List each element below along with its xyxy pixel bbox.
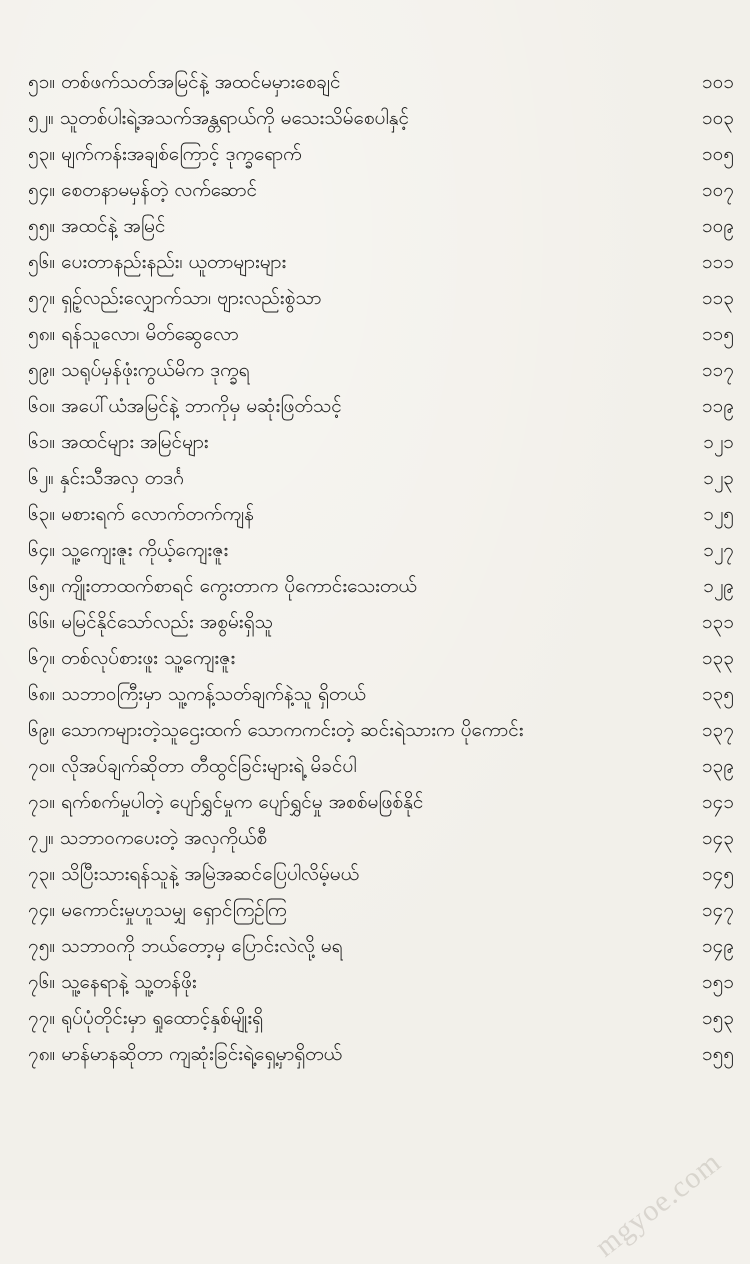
toc-entry-page-number: ၁၁၁	[701, 251, 734, 273]
toc-entry-page-number: ၁၀၉	[701, 215, 734, 237]
toc-entry-page-number: ၁၅၁	[701, 971, 734, 993]
toc-entry	[28, 210, 734, 246]
toc-entry-title: ၇၀။ လိုအပ်ချက်ဆိုတာ တီထွင်ခြင်းများရဲ့ မိခင်ပါ	[28, 755, 357, 777]
toc-entry-page-number: ၁၀၅	[701, 143, 734, 165]
toc-entry-title: ၆၄။ သူ့ကျေးဇူး ကိုယ့်ကျေးဇူး	[28, 539, 229, 561]
toc-entry-title: ၅၂။ သူတစ်ပါးရဲ့အသက်အန္တရာယ်ကို မသေးသိမ်စေပါနှင့်	[28, 107, 410, 129]
toc-entry-title: ၆၂။ နှင်းသီအလှ တဒင်္ဂ	[28, 467, 184, 489]
toc-entry	[28, 498, 734, 534]
toc-entry-title: ၇၇။ ရုပ်ပုံတိုင်းမှာ ရှုထောင့်နှစ်မျိုးရှိ	[28, 1007, 264, 1029]
toc-entry	[28, 174, 734, 210]
toc-entry	[28, 462, 734, 498]
toc-entry	[28, 678, 734, 714]
toc-entry	[28, 318, 734, 354]
toc-entry	[28, 822, 734, 858]
toc-entry-page-number: ၁၁၃	[701, 287, 734, 309]
toc-entry	[28, 750, 734, 786]
toc-entry-page-number: ၁၁၅	[701, 323, 734, 345]
toc-entry	[28, 102, 734, 138]
toc-entry-title: ၆၆။ မမြင်နိုင်သော်လည်း အစွမ်းရှိသူ	[28, 611, 273, 633]
toc-entry-title: ၅၉။ သရုပ်မှန်ဖုံးကွယ်မိက ဒုက္ခရ	[28, 359, 250, 381]
toc-entry	[28, 606, 734, 642]
toc-entry	[28, 930, 734, 966]
toc-entry-title: ၇၅။ သဘာဝကို ဘယ်တော့မှ ပြောင်းလဲလို့ မရ	[28, 935, 343, 957]
toc-entry	[28, 858, 734, 894]
toc-entry-page-number: ၁၅၅	[701, 1043, 734, 1065]
watermark: mgyoe.com	[589, 1145, 728, 1264]
toc-entry-title: ၇၄။ မကောင်းမှုဟူသမျှ ရှောင်ကြဉ်ကြ	[28, 899, 287, 921]
toc-entry	[28, 570, 734, 606]
toc-entry	[28, 66, 734, 102]
toc-entry	[28, 1002, 734, 1038]
toc-entry-page-number: ၁၃၃	[701, 647, 734, 669]
toc-entry-page-number: ၁၄၉	[701, 935, 734, 957]
toc-entry-page-number: ၁၄၁	[701, 791, 734, 813]
toc-entry	[28, 1038, 734, 1074]
toc-entry-title: ၆၈။ သဘာဝကြီးမှာ သူ့ကန့်သတ်ချက်နဲ့သူ ရှိတယ်	[28, 683, 366, 705]
toc-entry-page-number: ၁၄၅	[701, 863, 734, 885]
toc-entry-page-number: ၁၂၅	[703, 503, 734, 525]
toc-entry-title: ၆၀။ အပေါ်ယံအမြင်နဲ့ ဘာကိုမှ မဆုံးဖြတ်သင့်	[28, 395, 342, 417]
toc-entry-page-number: ၁၂၃	[703, 467, 734, 489]
toc-entry-page-number: ၁၂၇	[703, 539, 734, 561]
toc-entry-title: ၅၄။ စေတနာမမှန်တဲ့ လက်ဆောင်	[28, 179, 258, 201]
toc-entry-title: ၇၃။ သိပြီးသားရန်သူနဲ့ အမြဲအဆင်ပြေပါလိမ့်မယ်	[28, 863, 360, 885]
toc-entry-title: ၆၁။ အထင်များ အမြင်များ	[28, 431, 209, 453]
toc-entry	[28, 894, 734, 930]
toc-entry-page-number: ၁၁၉	[701, 395, 734, 417]
toc-entry-page-number: ၁၁၇	[701, 359, 734, 381]
toc-entry-title: ၅၅။ အထင်နဲ့ အမြင်	[28, 215, 166, 237]
toc-entry-page-number: ၁၀၁	[701, 71, 734, 93]
toc-entry-page-number: ၁၂၉	[703, 575, 734, 597]
toc-entry-title: ၅၆။ ပေးတာနည်းနည်း၊ ယူတာများများ	[28, 251, 287, 273]
toc-entry-page-number: ၁၃၅	[701, 683, 734, 705]
toc-entry-title: ၇၈။ မာန်မာနဆိုတာ ကျဆုံးခြင်းရဲ့ရှေ့မှာရှိတယ်	[28, 1043, 343, 1065]
toc-entry	[28, 426, 734, 462]
toc-entry	[28, 354, 734, 390]
toc-entry-page-number: ၁၃၁	[701, 611, 734, 633]
toc-entry-title: ၅၈။ ရန်သူလော၊ မိတ်ဆွေလော	[28, 323, 239, 345]
toc-entry-title: ၆၅။ ကျိုးတာထက်စာရင် ကွေးတာက ပိုကောင်းသေးတယ်	[28, 575, 417, 597]
toc-entry-page-number: ၁၀၃	[701, 107, 734, 129]
toc-entry	[28, 138, 734, 174]
toc-entry-title: ၆၉။ သောကများတဲ့သူဌေးထက် သောကကင်းတဲ့ ဆင်းရဲသားက ပိုကောင်း	[28, 719, 524, 741]
toc-entry	[28, 534, 734, 570]
toc-entry-page-number: ၁၃၉	[701, 755, 734, 777]
toc-entry-title: ၇၂။ သဘာဝကပေးတဲ့ အလှကိုယ်စီ	[28, 827, 268, 849]
toc-entry-page-number: ၁၃၇	[701, 719, 734, 741]
toc-entry-page-number: ၁၂၁	[703, 431, 734, 453]
toc-entry-title: ၆၇။ တစ်လုပ်စားဖူး သူ့ကျေးဇူး	[28, 647, 236, 669]
toc-entry-title: ၅၃။ မျက်ကန်းအချစ်ကြောင့် ဒုက္ခရောက်	[28, 143, 302, 165]
toc-entry	[28, 642, 734, 678]
toc-entry-title: ၆၃။ မစားရက် လောက်တက်ကျန်	[28, 503, 254, 525]
toc-entry-title: ၅၁။ တစ်ဖက်သတ်အမြင်နဲ့ အထင်မမှားစေချင်	[28, 71, 341, 93]
toc-entry-title: ၅၇။ ရှဉ့်လည်းလျှောက်သာ၊ ဗျားလည်းစွဲသာ	[28, 287, 322, 309]
toc-entry-page-number: ၁၄၇	[701, 899, 734, 921]
toc-entry	[28, 966, 734, 1002]
table-of-contents	[28, 66, 734, 1074]
toc-entry	[28, 786, 734, 822]
toc-entry-title: ၇၁။ ရက်စက်မှုပါတဲ့ ပျော်ရွှင်မှုက ပျော်ရွှင်မှု အစစ်မဖြစ်နိုင်	[28, 791, 424, 813]
toc-entry-page-number: ၁၅၃	[701, 1007, 734, 1029]
toc-entry	[28, 390, 734, 426]
toc-entry	[28, 246, 734, 282]
toc-entry-title: ၇၆။ သူ့နေရာနဲ့ သူ့တန်ဖိုး	[28, 971, 197, 993]
toc-entry-page-number: ၁၀၇	[701, 179, 734, 201]
toc-entry	[28, 282, 734, 318]
toc-entry	[28, 714, 734, 750]
toc-entry-page-number: ၁၄၃	[701, 827, 734, 849]
